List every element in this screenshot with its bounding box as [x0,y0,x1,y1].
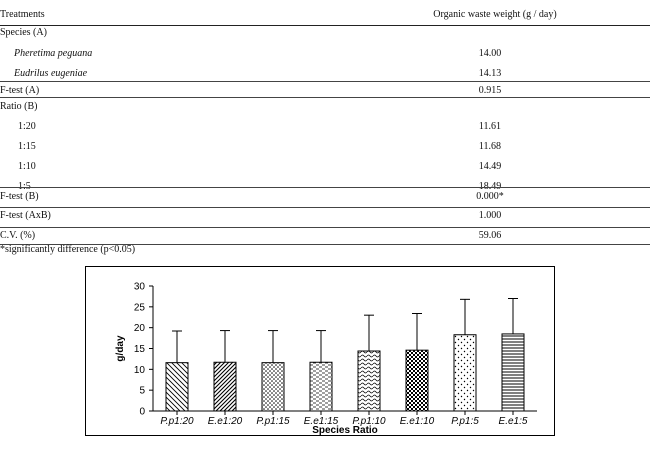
table-row [0,186,650,207]
table-row [0,22,650,43]
x-tick-label: E.e1:20 [207,416,243,427]
header-treatments: Treatments [0,9,45,20]
bar-chart [85,266,555,436]
x-tick-label: E.e1:10 [399,416,435,427]
x-tick-label: P.p1:10 [352,416,386,427]
table-row [0,205,650,226]
y-tick-label: 5 [139,385,145,397]
row-label: F-test (B) [0,191,39,202]
row-label: F-test (AxB) [0,210,51,221]
table-row [0,156,650,177]
row-label: 1:15 [18,141,36,152]
row-label: F-test (A) [0,85,40,96]
row-value: 59.06 [478,230,502,241]
bar [214,362,236,411]
row-value: 11.61 [478,121,502,132]
y-axis-label: g/day [115,335,126,362]
row-value: 11.68 [478,141,502,152]
header-organic-waste: Organic waste weight (g / day) [433,9,557,20]
y-tick-label: 15 [133,344,145,355]
row-value: 18.49 [478,181,502,192]
row-value: 14.00 [478,48,502,59]
table-row [0,225,650,246]
y-tick-label: 20 [133,323,145,335]
row-value: 14.13 [478,68,502,79]
bar [310,362,332,411]
row-label: 1:5 [18,181,31,192]
x-tick-label: E.e1:15 [303,416,339,427]
y-tick-label: 25 [133,302,145,314]
row-label: Pheretima peguana [14,48,93,59]
bar [262,363,284,411]
bar [358,351,380,411]
bar [454,335,476,411]
bar [166,363,188,411]
x-axis-label: Species Ratio [312,425,378,436]
row-label: C.V. (%) [0,230,36,241]
table-row [0,96,650,117]
row-label: 1:20 [18,121,36,132]
x-tick-label: E.e1:5 [498,416,528,427]
row-label: Eudrilus eugeniae [14,68,88,79]
x-tick-label: P.p1:5 [451,416,479,427]
table-row [0,43,650,64]
bar [406,350,428,411]
bar [502,334,524,411]
x-tick-label: P.p1:15 [256,416,290,427]
row-label: Ratio (B) [0,101,38,112]
x-tick-label: P.p1:20 [160,416,194,427]
table-row [0,136,650,157]
row-value: 0.915 [478,85,502,96]
table-row [0,116,650,137]
row-value: 1.000 [478,210,502,221]
y-tick-label: 0 [139,406,145,418]
row-value: 14.49 [478,161,502,172]
row-label: 1:10 [18,161,36,172]
y-tick-label: 30 [133,281,145,293]
row-label: Species (A) [0,27,47,38]
row-value: 0.000* [476,191,504,202]
y-tick-label: 10 [133,364,145,376]
table-footnote: *significantly difference (p<0.05) [0,244,136,255]
